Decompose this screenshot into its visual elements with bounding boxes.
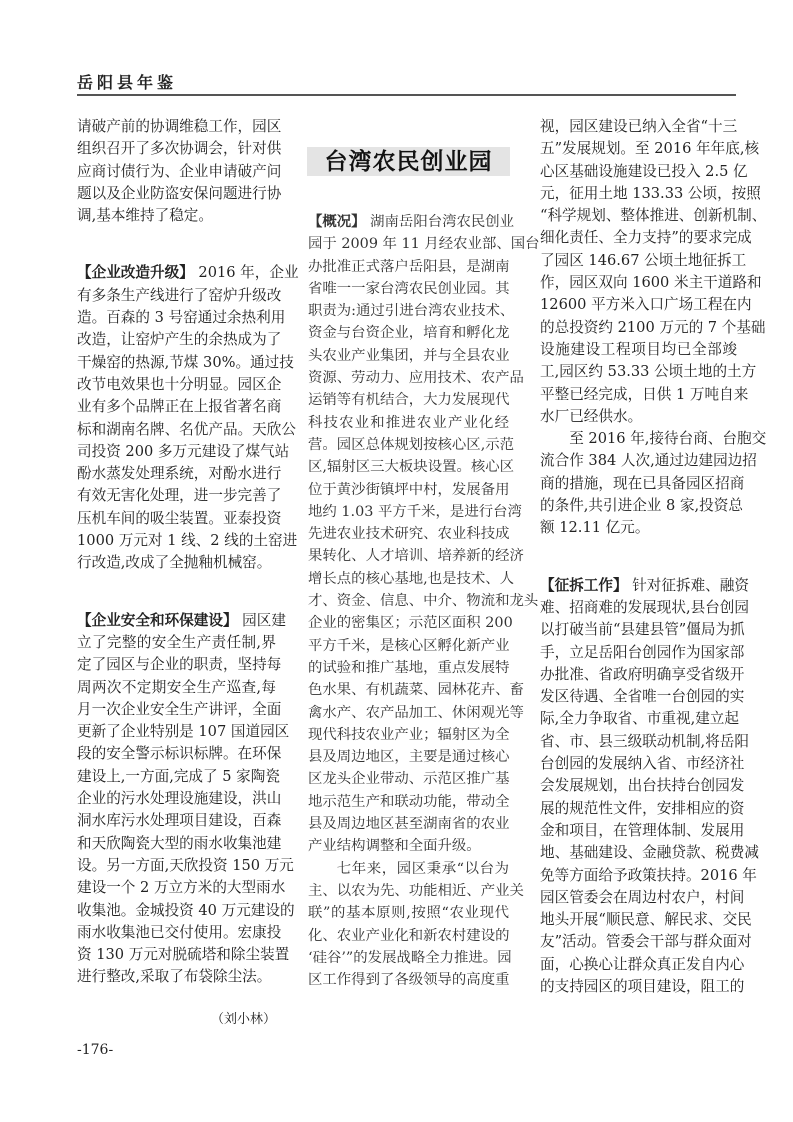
text-line: 工,园区约 53.33 公顷土地的土方: [540, 363, 757, 381]
text-line: 企业的污水处理设施建设，洪山: [77, 790, 282, 808]
text-line: 以打破当前“县建县管”僵局为抓: [540, 621, 745, 639]
text-line: 手，立足岳阳台创园作为国家部: [540, 643, 745, 661]
line-text: 针对征拆难、融资: [627, 576, 749, 594]
paragraph: [77, 262, 299, 574]
text-line: 建设上,一方面,完成了 5 家陶瓷: [77, 767, 280, 785]
text-line: 果转化、人才培训、培养新的经济: [308, 548, 524, 565]
text-line: 主、以农为先、功能相近、产业关: [308, 882, 524, 899]
text-line: 组织召开了多次协调会，针对供: [77, 140, 282, 158]
text-line: 平整已经完成，日供 1 万吨自来: [540, 385, 749, 403]
text-line: 禽水产、农产品加工、休闲观光等: [308, 704, 524, 721]
text-line: [77, 610, 286, 632]
text-line: 区龙头企业带动、示范区推广基: [308, 771, 510, 788]
text-line: [77, 262, 299, 284]
text-line: 县及周边地区甚至湖南省的农业: [308, 816, 510, 833]
text-line: 作，园区双向 1600 米主干道路和: [540, 274, 762, 292]
text-line: 办批准、省政府明确享受省级开: [540, 665, 745, 683]
text-line: 五”发展规划。至 2016 年年底,核: [540, 140, 760, 158]
text-line: 联”的基本原则,按照“农业现代: [308, 905, 509, 922]
text-line: 营。园区总体规划按核心区,示范: [308, 436, 515, 453]
text-line: 七年来，园区秉承“以台为: [336, 860, 509, 877]
text-line: 园于 2009 年 11 月经农业部、国台: [308, 236, 540, 253]
paragraph: [540, 116, 767, 428]
text-line: 进行整改,采取了布袋除尘法。: [77, 968, 272, 986]
text-line: 建设一个 2 万立方米的大型雨水: [77, 879, 286, 897]
author-signature: （刘小林）: [210, 1012, 276, 1027]
text-line: 办批准正式落户岳阳县，是湖南: [308, 258, 510, 275]
text-line: 省、市、县三级联动机制,将岳阳: [540, 732, 749, 750]
paragraph: [77, 610, 295, 989]
text-line: 区,辐射区三大板块设置。核心区: [308, 459, 515, 476]
text-line: 现代科技农业产业；辐射区为全: [308, 726, 510, 743]
text-line: 台创园的发展纳入省、市经济社: [540, 755, 745, 773]
text-line: 资金与台资企业，培育和孵化龙: [308, 325, 510, 342]
text-line: 头农业产业集团，并与全县农业: [308, 347, 510, 364]
text-line: 地头开展“顺民意、解民求、交民: [540, 911, 752, 929]
text-line: 友”活动。管委会干部与群众面对: [540, 933, 752, 951]
text-line: 地示范生产和联动功能，带动全: [308, 793, 510, 810]
text-line: 题以及企业防盗安保问题进行协: [77, 184, 282, 202]
text-line: 和天欣陶瓷大型的雨水收集池建: [77, 834, 282, 852]
text-line: 段的安全警示标识标牌。在环保: [77, 745, 282, 763]
text-line: 洞水库污水处理项目建设，百森: [77, 812, 282, 830]
column-right: [540, 116, 767, 998]
paragraph-heading: 【企业安全和环保建设】: [77, 611, 238, 629]
text-line: 化、农业产业化和新农村建设的: [308, 927, 510, 944]
text-line: 细化责任、全力支持”的要求完成: [540, 229, 752, 247]
text-line: 金和项目，在管理体制、发展用: [540, 821, 745, 839]
text-line: [540, 575, 749, 597]
text-line: 企业的密集区；示范区面积 200: [308, 615, 513, 632]
text-line: 地约 1.03 平方千米，是进行台湾: [308, 503, 522, 520]
text-line: 月一次企业安全生产讲评，全面: [77, 700, 282, 718]
text-line: 应商讨债行为、企业申请破产问: [77, 162, 282, 180]
text-line: 区工作得到了各级领导的高度重: [308, 972, 510, 989]
text-line: 业有多个品牌正在上报省著名商: [77, 398, 282, 416]
text-line: 的条件,共引进企业 8 家,投资总: [540, 497, 743, 515]
section-title: 台湾农民创业园: [307, 147, 510, 176]
text-line: 改造，让窑炉产生的余热成为了: [77, 331, 282, 349]
text-line: 司投资 200 多万元建设了煤气站: [77, 442, 290, 460]
text-line: 会发展规划，出台扶持台创园发: [540, 777, 745, 795]
paragraph-heading: 【概况】: [308, 214, 366, 230]
text-line: 水厂已经供水。: [540, 407, 643, 425]
text-line: 至 2016 年,接待台商、台胞交: [569, 430, 767, 448]
header-rule: [77, 94, 736, 96]
text-line: 省唯一一家台湾农民创业园。其: [308, 280, 510, 297]
text-line: 有效无害化处理，进一步完善了: [77, 487, 282, 505]
text-line: 县及周边地区，主要是通过核心: [308, 749, 510, 766]
paragraph: [540, 428, 767, 539]
text-line: 请破产前的协调维稳工作，园区: [77, 118, 282, 135]
text-line: 造。百森的 3 号窑通过余热利用: [77, 309, 286, 327]
text-line: 难、招商难的发展现状,县台创园: [540, 598, 749, 616]
text-line: 园区管委会在周边村农户，村间: [540, 888, 745, 906]
line-text: 园区建: [237, 611, 286, 629]
text-line: ‘硅谷’”的发展战略全力推进。园: [308, 949, 512, 966]
text-line: 设施建设工程项目均已全部竣: [540, 340, 737, 358]
text-line: 职责为:通过引进台湾农业技术、: [308, 303, 515, 320]
text-line: 免等方面给予政策扶持。2016 年: [540, 866, 757, 884]
column-left: [77, 116, 299, 989]
text-line: 定了园区与企业的职责，坚持每: [77, 656, 282, 674]
text-line: 平方千米，是核心区孵化新产业: [308, 637, 510, 654]
paragraph: [308, 211, 540, 858]
paragraph: [540, 575, 759, 999]
text-line: 地、基础建设、金融贷款、税费减: [540, 844, 759, 862]
text-line: 1000 万元对 1 线、2 线的土窑进: [77, 532, 298, 550]
text-line: 际,全力争取省、市重视,建立起: [540, 710, 739, 728]
paragraph-heading: 【企业改造升级】: [77, 264, 194, 282]
text-line: 改节电效果也十分明显。园区企: [77, 375, 282, 393]
text-line: 展的规范性文件，安排相应的资: [540, 799, 745, 817]
text-line: 先进农业技术研究、农业科技成: [308, 526, 510, 543]
text-line: 面，心换心让群众真正发自内心: [540, 955, 745, 973]
text-line: 的支持园区的项目建设，阻工的: [540, 977, 745, 995]
text-line: 视，园区建设已纳入全省“十三: [540, 118, 738, 135]
text-line: 元，征用土地 133.33 公顷，按照: [540, 184, 761, 202]
line-text: 2016 年，企业: [193, 264, 299, 282]
text-line: 12600 平方米入口广场工程在内: [540, 296, 752, 314]
text-line: 增长点的核心基地,也是技术、人: [308, 570, 515, 587]
text-line: 色水果、有机蔬菜、园林花卉、畜: [308, 682, 524, 699]
text-line: 资 130 万元对脱硫塔和除尘装置: [77, 946, 290, 964]
text-line: 科技农业和推进农业产业化经: [308, 414, 509, 431]
paragraph: [77, 116, 282, 227]
text-line: 有多条生产线进行了窑炉升级改: [77, 286, 282, 304]
column-middle: [308, 211, 540, 991]
text-line: 立了完整的安全生产责任制,界: [77, 633, 276, 651]
text-line: 更新了企业特别是 107 国道园区: [77, 723, 290, 741]
page-number: -176-: [77, 1042, 114, 1058]
text-line: 设。另一方面,天欣投资 150 万元: [77, 856, 294, 874]
text-line: 收集池。金城投资 40 万元建设的: [77, 901, 295, 919]
paragraph: [308, 858, 524, 992]
text-line: 才、资金、信息、中介、物流和龙头: [308, 593, 539, 610]
text-line: 压机车间的吸尘装置。亚泰投资: [77, 509, 282, 527]
text-line: 的总投资约 2100 万元的 7 个基础: [540, 318, 766, 336]
text-line: 干燥窑的热源,节煤 30%。通过技: [77, 353, 294, 371]
text-line: 产业结构调整和全面升级。: [308, 838, 481, 855]
text-line: 位于黄沙街镇坪中村，发展备用: [308, 481, 510, 498]
text-line: 酚水蒸发处理系统，对酚水进行: [77, 465, 282, 483]
text-line: 额 12.11 亿元。: [540, 519, 650, 537]
text-line: 心区基础设施建设已投入 2.5 亿: [540, 162, 748, 180]
text-line: 雨水收集池已交付使用。宏康投: [77, 923, 282, 941]
text-line: 资源、劳动力、应用技术、农产品: [308, 370, 524, 387]
text-line: 周两次不定期安全生产巡查,每: [77, 678, 276, 696]
text-line: 了园区 146.67 公顷土地征拆工: [540, 251, 747, 269]
text-line: 商的措施，现在已具备园区招商: [540, 474, 745, 492]
line-text: 湖南岳阳台湾农民创业: [365, 214, 515, 230]
text-line: 发区待遇、全省唯一台创园的实: [540, 688, 745, 706]
text-line: 调,基本维持了稳定。: [77, 207, 213, 225]
text-line: “科学规划、整体推进、创新机制、: [540, 207, 767, 225]
paragraph-heading: 【征拆工作】: [540, 576, 628, 594]
text-line: 的试验和推广基地，重点发展特: [308, 659, 510, 676]
text-line: 运销等有机结合，大力发展现代: [308, 392, 510, 409]
text-line: 行改造,改成了全抛釉机械窑。: [77, 554, 272, 572]
text-line: 流合作 384 人次,通过边建园边招: [540, 452, 757, 470]
text-line: 标和湖南名牌、名优产品。天欣公: [77, 420, 296, 438]
text-line: [308, 211, 515, 233]
running-head-title: 岳阳县年鉴: [77, 73, 178, 92]
